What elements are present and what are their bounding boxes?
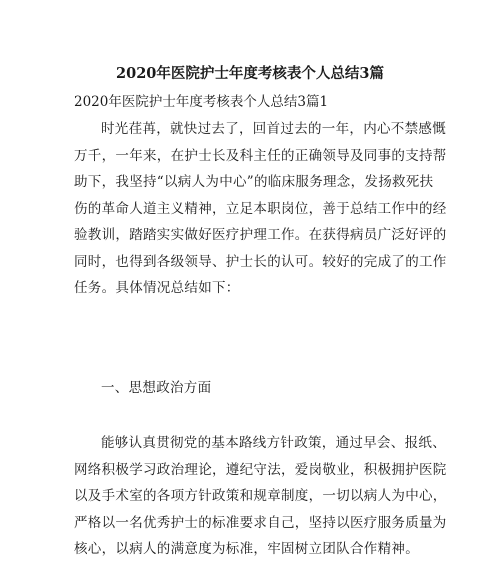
paragraph-line: 任务。具体情况总结如下： bbox=[74, 280, 240, 296]
paragraph-line: 能够认真贯彻党的基本路线方针政策，通过早会、报纸、 bbox=[101, 435, 446, 451]
section-heading-political: 一、思想政治方面 bbox=[101, 380, 212, 396]
paragraph-line: 以及手术室的各项方针政策和规章制度，一切以病人为中心， bbox=[74, 488, 447, 504]
document-subtitle: 2020年医院护士年度考核表个人总结3篇1 bbox=[74, 94, 329, 110]
paragraph-line: 核心，以病人的满意度为标准，牢固树立团队合作精神。 bbox=[74, 541, 419, 557]
paragraph-line: 同时，也得到各级领导、护士长的认可。较好的完成了的工作 bbox=[74, 253, 447, 270]
paragraph-line: 时光荏苒，就快过去了，回首过去的一年，内心不禁感慨 bbox=[101, 121, 446, 137]
paragraph-line: 严格以一名优秀护士的标准要求自己，坚持以医疗服务质量为 bbox=[74, 514, 447, 531]
paragraph-line: 万千，一年来，在护士长及科主任的正确领导及同事的支持帮 bbox=[74, 147, 447, 164]
paragraph-line: 网络积极学习政治理论，遵纪守法，爱岗敬业，积极拥护医院 bbox=[74, 461, 447, 478]
paragraph-political bbox=[74, 430, 447, 563]
paragraph-intro bbox=[74, 116, 447, 302]
document-title: 2020年医院护士年度考核表个人总结3篇 bbox=[116, 65, 384, 82]
paragraph-line: 助下，我坚持“以病人为中心”的临床服务理念，发扬救死扶 bbox=[74, 174, 434, 190]
paragraph-line: 验教训，踏踏实实做好医疗护理工作。在获得病员广泛好评的 bbox=[74, 227, 447, 243]
paragraph-line: 伤的革命人道主义精神，立足本职岗位，善于总结工作中的经 bbox=[74, 200, 447, 217]
